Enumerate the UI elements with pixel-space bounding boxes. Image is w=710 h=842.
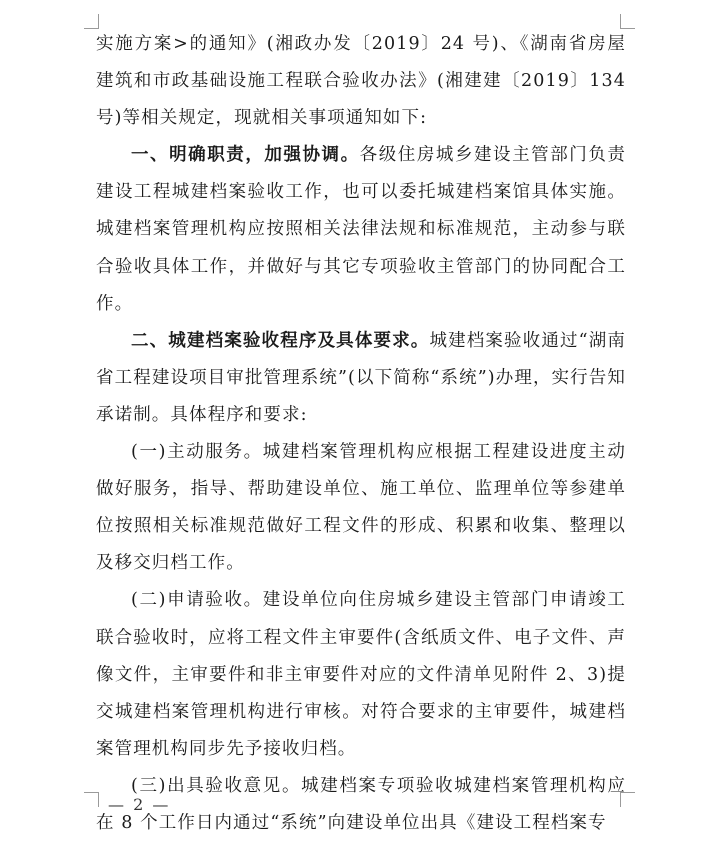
- paragraph-heading: 二、城建档案验收程序及具体要求。: [131, 330, 430, 351]
- document-body: [96, 26, 626, 842]
- paragraph-heading: 一、明确职责，加强协调。: [131, 145, 360, 166]
- paragraph-text: (三)出具验收意见。城建档案专项验收城建档案管理机构应在 8 个工作日内通过“系统”向建设单位出具《建设工程档案专: [96, 775, 626, 833]
- page-number: — 2 —: [108, 795, 171, 814]
- paragraph-text: 各级住房城乡建设主管部门负责建设工程城建档案验收工作，也可以委托城建档案馆具体实施。城建档案管理机构应按照相关法律法规和标准规范，主动参与联合验收具体工作，并做好与其它专项验收主管部门的协同配合工作。: [96, 145, 626, 314]
- paragraph-item-2: [96, 582, 626, 767]
- paragraph-item-1: [96, 434, 626, 582]
- paragraph-text: 城建档案验收通过“湖南省工程建设项目审批管理系统”(以下简称“系统”)办理，实行告知承诺制。具体程序和要求:: [96, 330, 627, 425]
- paragraph-text: (一)主动服务。城建档案管理机构应根据工程建设进度主动做好服务，指导、帮助建设单位、施工单位、监理单位等参建单位按照相关标准规范做好工程文件的形成、积累和收集、整理以及移交归档工作。: [96, 442, 626, 574]
- paragraph-section-2: [96, 323, 626, 434]
- paragraph-text: (二)申请验收。建设单位向住房城乡建设主管部门申请竣工联合验收时，应将工程文件主审要件(含纸质文件、电子文件、声像文件，主审要件和非主审要件对应的文件清单见附件 2、3)提交城建档案管理机构进行审核。对符合要求的主审要件，城建档案管理机构同步先予接收归档。: [96, 590, 626, 759]
- paragraph-text: 实施方案>的通知》(湘政办发〔2019〕24 号)、《湖南省房屋建筑和市政基础设施工程联合验收办法》(湘建建〔2019〕134 号)等相关规定，现就相关事项通知如下:: [96, 34, 626, 129]
- paragraph-section-1: [96, 137, 626, 322]
- paragraph-intro: [96, 26, 626, 137]
- paragraph-item-3: [96, 768, 626, 842]
